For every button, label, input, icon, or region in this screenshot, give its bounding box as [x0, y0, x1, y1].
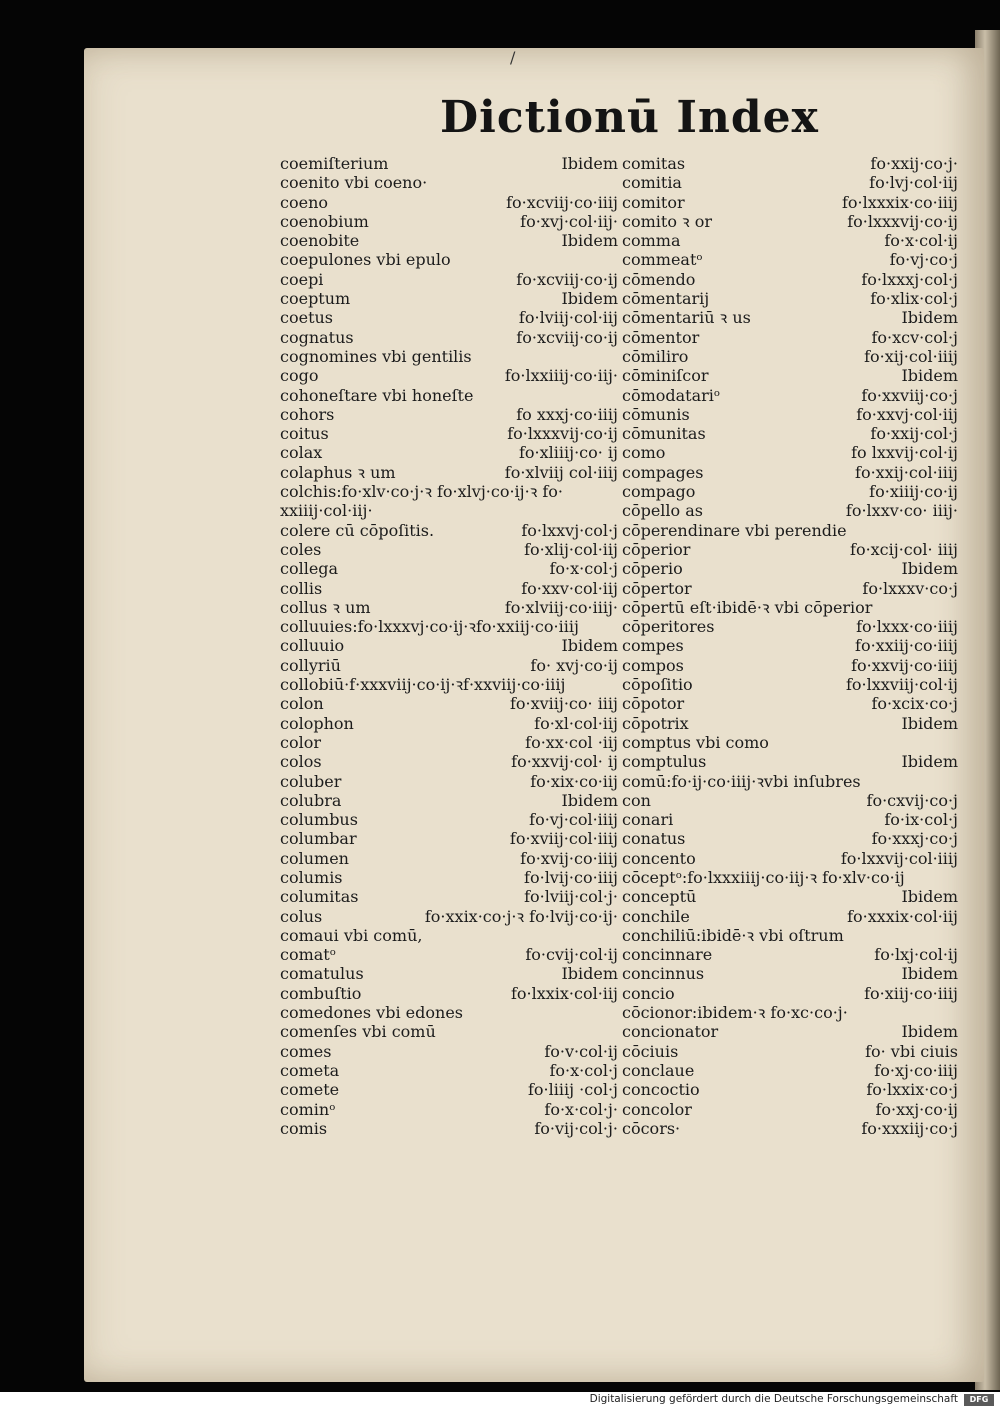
index-reference: fo xxxj·co·iiij: [516, 404, 618, 424]
index-term: conceptū: [622, 887, 697, 907]
index-reference: Ibidem: [901, 1022, 958, 1042]
index-term: conchile: [622, 906, 690, 926]
index-reference: fo·xcviij·co·ij: [516, 327, 618, 347]
index-term: coetus: [280, 308, 334, 328]
index-term: cōperio: [622, 559, 683, 579]
index-reference: fo·cvij·col·ij: [525, 945, 618, 965]
index-reference: fo lxxvij·col·ij: [851, 443, 958, 463]
index-term: conatus: [622, 829, 686, 849]
index-term: color: [280, 732, 321, 752]
index-term: columen: [280, 848, 349, 868]
index-entry: [280, 424, 618, 443]
index-reference: Ibidem: [901, 308, 958, 328]
index-reference: fo·xiij·co·iiij: [864, 983, 958, 1003]
index-column-left: [280, 154, 618, 1138]
index-term: concionator: [622, 1022, 719, 1042]
index-entry: [622, 405, 958, 424]
index-term: cōperendinare vbi perendie: [622, 520, 847, 540]
index-reference: fo·xxxix·col·iij: [847, 906, 958, 926]
index-reference: Ibidem: [561, 289, 618, 309]
index-term: cōceptᵒ:fo·lxxxiiij·co·iij·ꝛ fo·xlv·co·ij: [622, 867, 905, 887]
dfg-logo: DFG: [964, 1394, 994, 1406]
index-entry: [622, 308, 958, 327]
index-reference: fo·xj·co·iiij: [874, 1060, 958, 1080]
index-entry: [622, 829, 958, 848]
index-entry: [280, 733, 618, 752]
footer-bar: [0, 1392, 1000, 1409]
index-reference: Ibidem: [901, 559, 958, 579]
index-entry: [622, 1119, 958, 1138]
index-entry: [280, 386, 618, 405]
index-term: comatᵒ: [280, 945, 336, 965]
index-entry: [622, 617, 958, 636]
index-entry: [280, 636, 618, 655]
index-entry: [622, 173, 958, 192]
index-reference: fo·xcviij·co·ij: [516, 269, 618, 289]
index-reference: fo·vij·col·j·: [534, 1118, 618, 1138]
index-reference: fo·xxvij·co·iiij: [851, 655, 958, 675]
index-entry: [280, 559, 618, 578]
index-entry: [280, 772, 618, 791]
index-entry: [280, 984, 618, 1003]
index-reference: fo·lxxix·col·iij: [510, 983, 618, 1003]
index-term: cōmunitas: [622, 424, 706, 444]
index-reference: fo·lxxxj·col·j: [861, 269, 958, 289]
index-term: coles: [280, 539, 322, 559]
index-term: collega: [280, 559, 339, 579]
index-reference: fo·xxv·col·iij: [521, 578, 618, 598]
index-entry: [280, 810, 618, 829]
index-entry: [280, 1080, 618, 1099]
index-term: coenito vbi coeno·: [280, 173, 428, 193]
index-entry: [622, 656, 958, 675]
index-reference: Ibidem: [561, 636, 618, 656]
index-reference: fo·lxxiiij·co·iij·: [504, 366, 618, 386]
index-reference: fo· xvj·co·ij: [530, 655, 618, 675]
index-entry: [622, 347, 958, 366]
index-reference: fo·xxviij·co·j: [861, 385, 958, 405]
index-reference: fo·lxxvij·col·iiij: [840, 848, 958, 868]
index-reference: fo·x·col·j: [549, 559, 618, 579]
index-entry: [622, 482, 958, 501]
index-entry: [280, 1119, 618, 1138]
index-reference: fo· vbi ciuis: [865, 1041, 958, 1061]
index-term: concolor: [622, 1099, 692, 1119]
index-reference: fo·xxij·co·j·: [870, 154, 958, 173]
index-term: cōperitores: [622, 617, 715, 637]
index-term: concento: [622, 848, 696, 868]
index-reference: fo·lxxxvij·co·ij: [507, 424, 618, 444]
index-reference: fo·xxix·co·j·ꝛ fo·lvij·co·ij·: [424, 906, 618, 926]
index-term: cometa: [280, 1060, 340, 1080]
index-entry: [622, 984, 958, 1003]
index-term: cominᵒ: [280, 1099, 336, 1119]
index-entry: [622, 772, 958, 791]
index-term: conchiliū:ibidē·ꝛ vbi oſtrum: [622, 925, 844, 945]
index-term: cōcionor:ibidem·ꝛ fo·xc·co·j·: [622, 1003, 848, 1023]
index-reference: fo·xlviij·co·iiij·: [504, 597, 618, 617]
index-reference: fo·xl·col·iij: [534, 713, 618, 733]
index-term: cōmiliro: [622, 346, 689, 366]
index-entry: [280, 579, 618, 598]
index-entry: [280, 308, 618, 327]
index-term: coeptum: [280, 289, 351, 309]
index-entry: [622, 849, 958, 868]
index-reference: fo·xcij·col· iiij: [850, 539, 958, 559]
index-entry: [622, 463, 958, 482]
index-reference: fo·xxxiij·co·j: [861, 1118, 958, 1138]
index-reference: fo·xiiij·co·ij: [869, 482, 958, 502]
index-entry: [280, 212, 618, 231]
index-reference: Ibidem: [901, 964, 958, 984]
index-reference: fo·lxxviij·col·ij: [846, 675, 958, 695]
index-entry: [280, 675, 618, 694]
index-reference: Ibidem: [561, 154, 618, 173]
index-reference: Ibidem: [561, 964, 618, 984]
index-term: comes: [280, 1041, 332, 1061]
index-entry: [622, 945, 958, 964]
index-term: colchis:fo·xlv·co·j·ꝛ fo·xlvj·co·ij·ꝛ fo·: [280, 482, 564, 502]
index-entry: [280, 656, 618, 675]
index-reference: fo·xviij·col·iiij: [509, 829, 618, 849]
index-entry: [280, 154, 618, 173]
index-entry: [280, 791, 618, 810]
index-term: comū:fo·ij·co·iiij·ꝛvbi inſubres: [622, 771, 861, 791]
index-entry: [622, 270, 958, 289]
index-entry: [622, 907, 958, 926]
index-entry: [622, 791, 958, 810]
index-term: colophon: [280, 713, 354, 733]
index-reference: fo·xvj·col·iij·: [520, 211, 618, 231]
index-reference: fo·xxij·col·j: [870, 424, 958, 444]
index-entry: [622, 193, 958, 212]
index-entry: [622, 289, 958, 308]
page-heading: Dictionū Index: [440, 92, 819, 143]
index-reference: fo·x·col·ij: [884, 231, 958, 251]
index-reference: fo·liiij ·col·j: [528, 1080, 618, 1100]
index-entry: [280, 482, 618, 501]
index-reference: fo·lxj·col·ij: [874, 945, 958, 965]
index-entry: [622, 887, 958, 906]
index-reference: fo·lviij·col·j·: [524, 887, 618, 907]
index-term: commeatᵒ: [622, 250, 703, 270]
index-reference: fo·lxxxv·co·j: [862, 578, 958, 598]
index-term: cognomines vbi gentilis: [280, 346, 472, 366]
index-reference: fo·xix·co·iij: [530, 771, 618, 791]
index-entry: [622, 598, 958, 617]
index-term: concio: [622, 983, 675, 1003]
index-reference: fo·vj·col·iiij: [529, 810, 618, 830]
index-entry: [280, 1061, 618, 1080]
index-entry: [280, 173, 618, 192]
index-term: comaui vbi comū,: [280, 925, 423, 945]
index-reference: fo·ix·col·j: [884, 810, 958, 830]
index-term: coluber: [280, 771, 342, 791]
index-reference: fo·lxxxix·co·iiij: [841, 192, 958, 212]
index-reference: Ibidem: [901, 366, 958, 386]
index-entry: [622, 250, 958, 269]
index-term: coepulones vbi epulo: [280, 250, 451, 270]
index-reference: fo·xviij·co· iiij: [509, 694, 618, 714]
index-entry: [622, 810, 958, 829]
index-entry: [280, 366, 618, 385]
index-reference: fo·lvij·co·iiij: [524, 867, 618, 887]
index-reference: fo·x·col·j: [549, 1060, 618, 1080]
index-entry: [622, 501, 958, 520]
index-term: cōmendo: [622, 269, 696, 289]
index-entry: [280, 945, 618, 964]
index-entry: [622, 212, 958, 231]
index-entry: [622, 1022, 958, 1041]
index-term: como: [622, 443, 666, 463]
index-entry: [280, 849, 618, 868]
index-term: comma: [622, 231, 681, 251]
index-entry: [280, 598, 618, 617]
index-term: conclaue: [622, 1060, 695, 1080]
index-reference: fo·lvj·col·iij: [869, 173, 958, 193]
index-entry: [280, 289, 618, 308]
index-reference: fo·lxxvj·col·j: [521, 520, 618, 540]
index-reference: fo·xliiij·co· ij: [518, 443, 618, 463]
index-reference: Ibidem: [901, 752, 958, 772]
index-term: cōminiſcor: [622, 366, 709, 386]
index-term: colus: [280, 906, 323, 926]
index-entry: [622, 636, 958, 655]
page-mark: /: [510, 48, 516, 67]
index-entry: [622, 1061, 958, 1080]
index-entry: [280, 347, 618, 366]
index-reference: fo·lxxv·co· iiij·: [845, 501, 958, 521]
index-reference: fo·xxj·co·ij: [875, 1099, 958, 1119]
index-term: comitor: [622, 192, 685, 212]
index-term: cōciuis: [622, 1041, 679, 1061]
index-reference: fo·xlij·col·iij: [524, 539, 618, 559]
index-term: conari: [622, 810, 674, 830]
index-term: concoctio: [622, 1080, 700, 1100]
index-entry: [280, 829, 618, 848]
index-reference: fo·xlviij col·iiij: [504, 462, 618, 482]
index-term: cohors: [280, 404, 335, 424]
index-term: cōmodatariᵒ: [622, 385, 721, 405]
index-entry: [622, 694, 958, 713]
index-entry: [622, 926, 958, 945]
index-entry: [280, 964, 618, 983]
index-term: comptus vbi como: [622, 732, 769, 752]
index-term: collobiū·f·xxxviij·co·ij·ꝛf·xxviij·co·iiij: [280, 675, 566, 695]
index-reference: fo·xcviij·co·iiij: [506, 192, 618, 212]
index-term: cogo: [280, 366, 319, 386]
index-entry: [280, 521, 618, 540]
index-reference: fo·x·col·j·: [544, 1099, 618, 1119]
index-entry: [622, 714, 958, 733]
index-term: concinnus: [622, 964, 705, 984]
index-reference: fo·xxiij·co·iiij: [855, 636, 958, 656]
index-term: con: [622, 790, 651, 810]
index-term: comatulus: [280, 964, 364, 984]
index-entry: [622, 366, 958, 385]
index-reference: fo·xcix·co·j: [871, 694, 958, 714]
index-entry: [280, 1042, 618, 1061]
index-term: columis: [280, 867, 343, 887]
index-term: coepi: [280, 269, 324, 289]
index-reference: fo·xlix·col·j: [870, 289, 958, 309]
index-entry: [280, 868, 618, 887]
index-term: colon: [280, 694, 324, 714]
index-entry: [280, 270, 618, 289]
index-entry: [622, 521, 958, 540]
footer-funding-text: Digitalisierung gefördert durch die Deutsche Forschungsgemeinschaft: [589, 1393, 958, 1405]
index-entry: [280, 887, 618, 906]
index-entry: [280, 443, 618, 462]
index-term: coemiſterium: [280, 154, 389, 173]
index-reference: fo·cxvij·co·j: [866, 790, 958, 810]
index-term: comete: [280, 1080, 340, 1100]
index-reference: fo·lxxxvij·co·ij: [847, 211, 958, 231]
index-entry: [280, 926, 618, 945]
index-entry: [280, 714, 618, 733]
index-entry: [280, 463, 618, 482]
index-term: cohoneſtare vbi honeſte: [280, 385, 474, 405]
index-term: columbar: [280, 829, 357, 849]
index-term: combuſtio: [280, 983, 362, 1003]
index-term: xxiiij·col·iij·: [280, 501, 373, 521]
index-term: cognatus: [280, 327, 354, 347]
index-term: comis: [280, 1118, 328, 1138]
index-term: compago: [622, 482, 696, 502]
index-term: colere cū cōpoſitis.: [280, 520, 435, 540]
index-term: cōmentariū ꝛ us: [622, 308, 751, 328]
index-entry: [280, 617, 618, 636]
index-term: collus ꝛ um: [280, 597, 371, 617]
index-entry: [280, 1100, 618, 1119]
index-reference: fo·xxvj·col·iij: [856, 404, 958, 424]
index-reference: fo·lxxx·co·iiij: [856, 617, 958, 637]
index-term: cōpotor: [622, 694, 685, 714]
index-entry: [622, 328, 958, 347]
index-entry: [622, 752, 958, 771]
index-term: columitas: [280, 887, 359, 907]
index-term: comitas: [622, 154, 686, 173]
index-reference: Ibidem: [561, 790, 618, 810]
index-reference: fo·lviij·col·iij: [518, 308, 618, 328]
index-term: coeno: [280, 192, 328, 212]
index-entry: [622, 1003, 958, 1022]
index-entry: [622, 868, 958, 887]
index-term: colos: [280, 752, 322, 772]
index-term: collis: [280, 578, 323, 598]
index-reference: fo·lxxix·co·j: [866, 1080, 958, 1100]
index-term: colaphus ꝛ um: [280, 462, 396, 482]
index-term: cōpello as: [622, 501, 704, 521]
index-reference: fo·xx·col ·iij: [525, 732, 618, 752]
index-entry: [280, 328, 618, 347]
index-entry: [622, 1100, 958, 1119]
index-entry: [280, 250, 618, 269]
index-term: coitus: [280, 424, 329, 444]
index-reference: Ibidem: [561, 231, 618, 251]
index-entry: [280, 231, 618, 250]
index-reference: fo·xvij·co·iiij: [520, 848, 618, 868]
index-entry: [622, 675, 958, 694]
index-entry: [280, 405, 618, 424]
index-term: coenobite: [280, 231, 360, 251]
index-term: compos: [622, 655, 684, 675]
index-term: cōperior: [622, 539, 691, 559]
index-term: comptulus: [622, 752, 707, 772]
index-term: comito ꝛ or: [622, 211, 712, 231]
index-column-right: [622, 154, 958, 1138]
index-entry: [622, 1080, 958, 1099]
index-term: compes: [622, 636, 684, 656]
index-reference: fo·xxvij·col· ij: [511, 752, 618, 772]
index-term: cōmentarij: [622, 289, 710, 309]
index-entry: [280, 1003, 618, 1022]
index-term: colluuies:fo·lxxxvj·co·ij·ꝛfo·xxiij·co·iiij: [280, 617, 579, 637]
index-reference: fo·xxij·col·iiij: [855, 462, 958, 482]
index-entry: [280, 540, 618, 559]
index-entry: [622, 424, 958, 443]
index-term: columbus: [280, 810, 358, 830]
index-entry: [280, 752, 618, 771]
index-term: comitia: [622, 173, 682, 193]
index-term: cōmentor: [622, 327, 700, 347]
index-term: colubra: [280, 790, 342, 810]
index-term: colluuio: [280, 636, 345, 656]
index-term: concinnare: [622, 945, 713, 965]
index-reference: Ibidem: [901, 887, 958, 907]
index-entry: [280, 1022, 618, 1041]
index-term: comedones vbi edones: [280, 1003, 463, 1023]
index-term: cōpotrix: [622, 713, 689, 733]
index-entry: [622, 443, 958, 462]
index-entry: [280, 907, 618, 926]
index-term: cōcors·: [622, 1118, 681, 1138]
index-term: cōpertū eſt·ibidē·ꝛ vbi cōperior: [622, 597, 873, 617]
index-reference: fo·v·col·ij: [544, 1041, 618, 1061]
index-entry: [622, 540, 958, 559]
index-term: compages: [622, 462, 704, 482]
index-entry: [622, 154, 958, 173]
index-entry: [622, 231, 958, 250]
index-entry: [280, 694, 618, 713]
index-entry: [622, 1042, 958, 1061]
index-term: comenſes vbi comū: [280, 1022, 436, 1042]
index-entry: [622, 579, 958, 598]
index-entry: [280, 501, 618, 520]
index-term: cōpoſitio: [622, 675, 693, 695]
index-reference: fo·xij·col·iiij: [864, 346, 958, 366]
index-entry: [622, 733, 958, 752]
index-entry: [622, 386, 958, 405]
index-reference: Ibidem: [901, 713, 958, 733]
index-entry: [622, 964, 958, 983]
index-entry: [622, 559, 958, 578]
index-reference: fo·xxxj·co·j: [871, 829, 958, 849]
index-reference: fo·xcv·col·j: [871, 327, 958, 347]
index-term: cōpertor: [622, 578, 692, 598]
index-entry: [280, 193, 618, 212]
index-term: colax: [280, 443, 323, 463]
index-term: cōmunis: [622, 404, 690, 424]
index-term: coenobium: [280, 211, 369, 231]
index-term: collyriū: [280, 655, 341, 675]
index-reference: fo·vj·co·j: [889, 250, 958, 270]
